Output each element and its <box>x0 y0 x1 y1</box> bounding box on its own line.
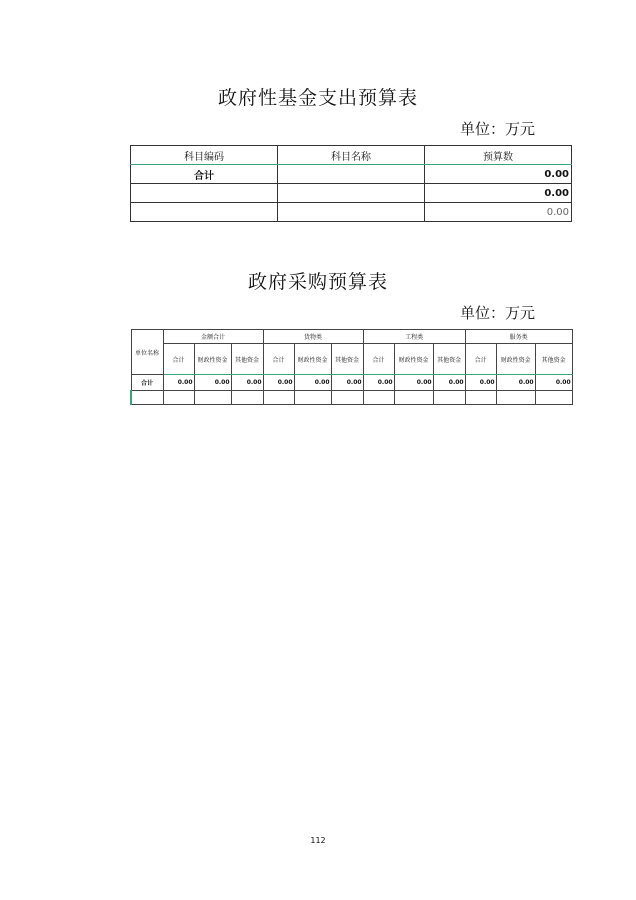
sub-header-row <box>131 344 572 375</box>
procurement-table <box>130 329 573 405</box>
table-row <box>131 203 572 222</box>
table-row <box>131 184 572 203</box>
empty-cell <box>263 391 294 405</box>
sub-header-total: 合计 <box>465 344 496 375</box>
total-value: 0.00 <box>433 375 465 391</box>
header-goods: 货物类 <box>263 330 363 344</box>
empty-cell <box>331 391 363 405</box>
sub-header-other: 其他资金 <box>535 344 572 375</box>
total-value: 0.00 <box>194 375 231 391</box>
procurement-title: 政府采购预算表 <box>247 271 388 293</box>
page-number: 112 <box>310 836 326 845</box>
total-value: 0.00 <box>535 375 572 391</box>
header-subject-name: 科目名称 <box>278 146 425 165</box>
total-value: 0.00 <box>394 375 433 391</box>
header-subject-code: 科目编码 <box>131 146 278 165</box>
header-budget-amount: 预算数 <box>425 146 572 165</box>
total-value: 0.00 <box>231 375 263 391</box>
total-value: 0.00 <box>263 375 294 391</box>
sub-header-fiscal: 财政性资金 <box>496 344 535 375</box>
header-engineering: 工程类 <box>363 330 465 344</box>
total-value: 0.00 <box>465 375 496 391</box>
header-services: 服务类 <box>465 330 572 344</box>
empty-cell <box>433 391 465 405</box>
empty-cell <box>294 391 331 405</box>
empty-cell <box>535 391 572 405</box>
row-code <box>131 203 278 222</box>
table-row-empty <box>131 391 572 405</box>
sub-header-total: 合计 <box>363 344 394 375</box>
empty-cell <box>363 391 394 405</box>
sub-header-other: 其他资金 <box>331 344 363 375</box>
table-header-row <box>131 146 572 165</box>
table-row <box>131 165 572 184</box>
total-value: 0.00 <box>163 375 194 391</box>
fund-expenditure-table <box>130 145 572 222</box>
empty-cell <box>394 391 433 405</box>
total-value: 0.00 <box>331 375 363 391</box>
header-total-amount: 金额合计 <box>163 330 263 344</box>
sub-header-total: 合计 <box>263 344 294 375</box>
sub-header-fiscal: 财政性资金 <box>394 344 433 375</box>
row-code: 合计 <box>131 165 278 184</box>
empty-cell <box>163 391 194 405</box>
fund-unit-label: 单位：万元 <box>460 120 536 138</box>
row-code <box>131 184 278 203</box>
sub-header-total: 合计 <box>163 344 194 375</box>
sub-header-fiscal: 财政性资金 <box>294 344 331 375</box>
fund-expenditure-title: 政府性基金支出预算表 <box>217 87 418 109</box>
row-name <box>278 203 425 222</box>
empty-cell <box>465 391 496 405</box>
total-label: 合计 <box>131 375 163 391</box>
row-value: 0.00 <box>425 165 572 184</box>
empty-cell <box>131 391 163 405</box>
procurement-unit-label: 单位：万元 <box>460 304 536 322</box>
header-unit-name: 单位名称 <box>131 330 163 375</box>
table-row-total <box>131 375 572 391</box>
empty-cell <box>231 391 263 405</box>
row-name <box>278 165 425 184</box>
sub-header-other: 其他资金 <box>433 344 465 375</box>
total-value: 0.00 <box>363 375 394 391</box>
total-value: 0.00 <box>496 375 535 391</box>
row-value: 0.00 <box>425 203 572 222</box>
total-value: 0.00 <box>294 375 331 391</box>
empty-cell <box>496 391 535 405</box>
sub-header-other: 其他资金 <box>231 344 263 375</box>
empty-cell <box>194 391 231 405</box>
group-header-row <box>131 330 572 344</box>
row-value: 0.00 <box>425 184 572 203</box>
row-name <box>278 184 425 203</box>
sub-header-fiscal: 财政性资金 <box>194 344 231 375</box>
